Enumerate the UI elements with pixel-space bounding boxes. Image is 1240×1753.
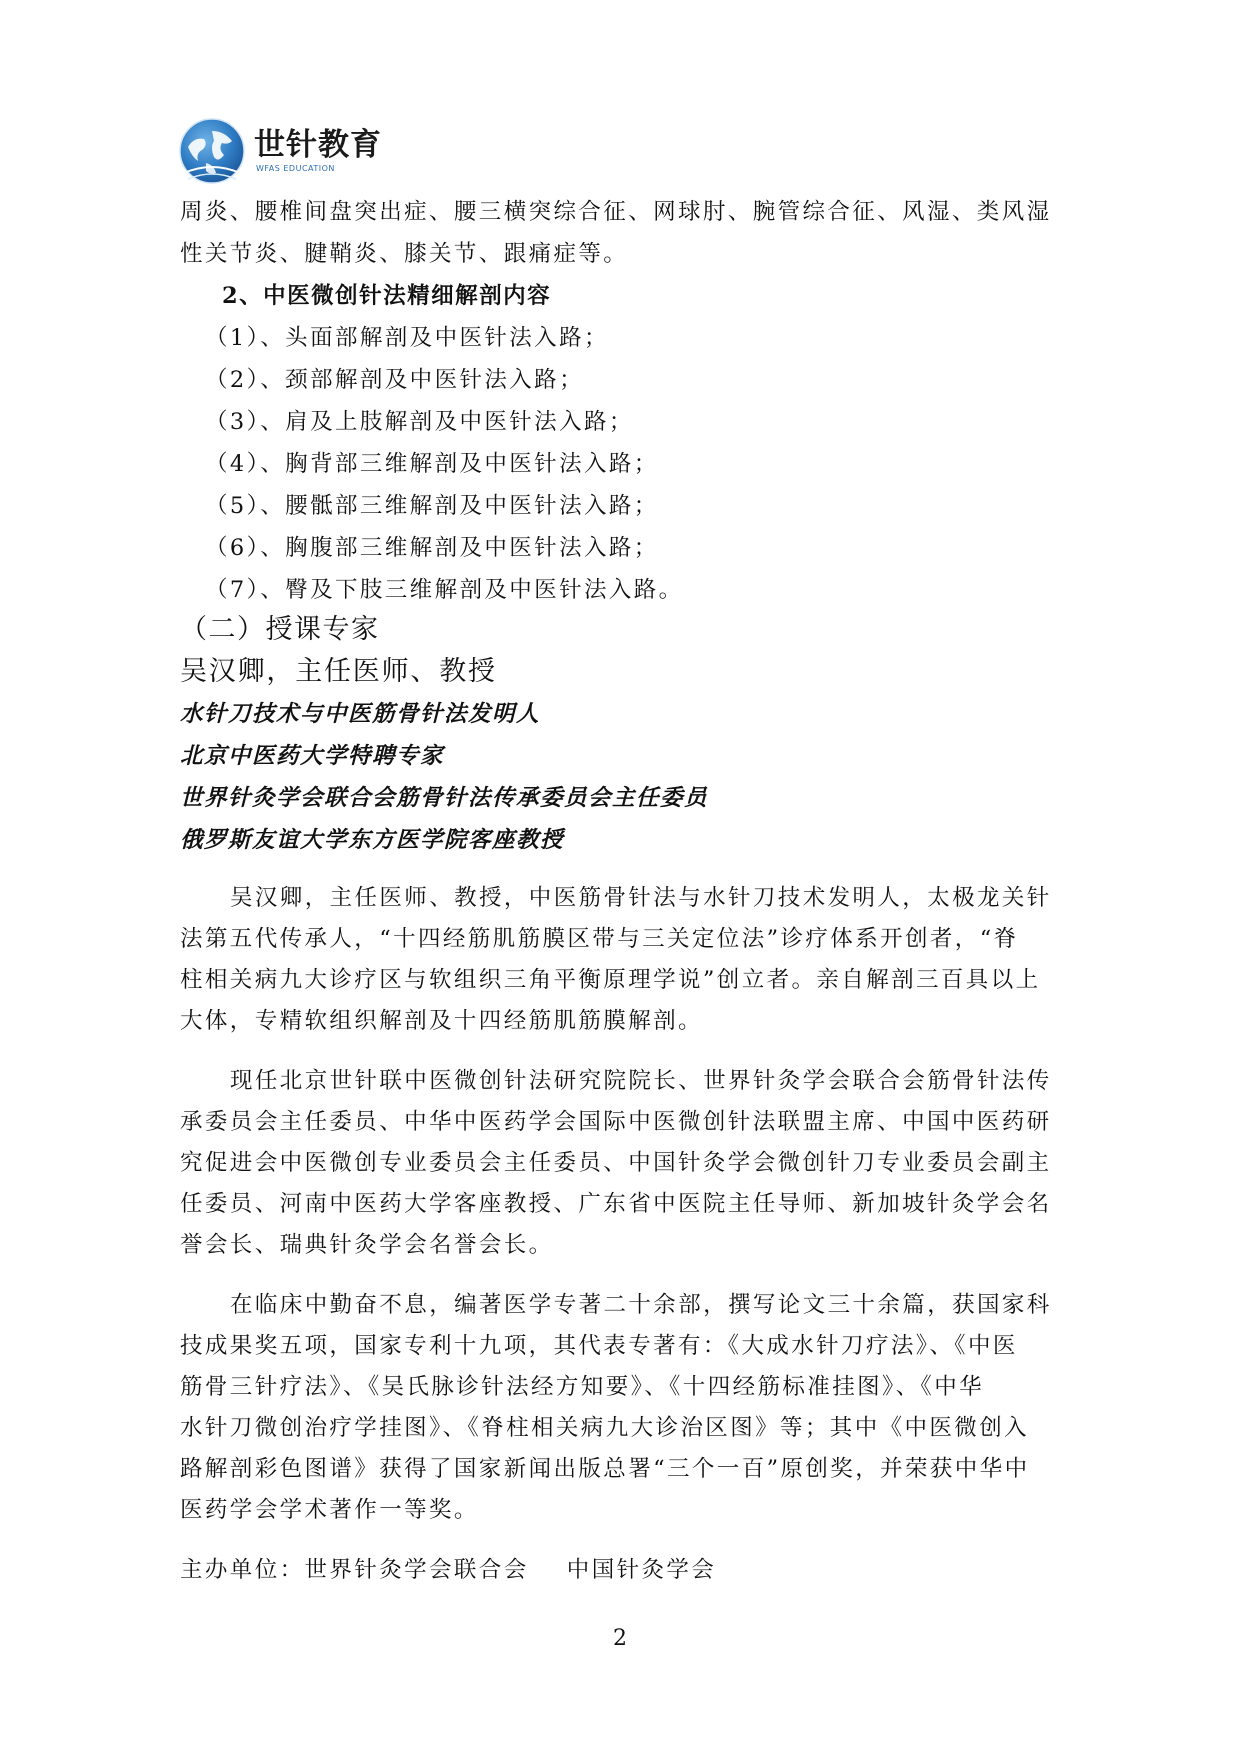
works-paragraph-line: 在临床中勤奋不息，编著医学专著二十余部，撰写论文三十余篇，获国家科: [230, 1292, 1052, 1318]
expert-title: 水针刀技术与中医筋骨针法发明人: [180, 701, 541, 727]
organizers-line: 主办单位：世界针灸学会联合会 中国针灸学会: [180, 1557, 717, 1583]
list-item: （1）、头面部解剖及中医针法入路；: [205, 325, 609, 351]
expert-title: 北京中医药大学特聘专家: [180, 743, 445, 769]
bio-paragraph-line: 大体，专精软组织解剖及十四经筋肌筋膜解剖。: [180, 1008, 703, 1034]
list-item: （4）、胸背部三维解剖及中医针法入路；: [205, 451, 659, 477]
page-number: 2: [613, 1626, 627, 1651]
positions-paragraph-line: 承委员会主任委员、中华中医药学会国际中医微创针法联盟主席、中国中医药研: [180, 1109, 1052, 1135]
works-paragraph-line: 水针刀微创治疗学挂图》、《脊柱相关病九大诊治区图》等；其中《中医微创入: [180, 1415, 1030, 1441]
list-item: （2）、颈部解剖及中医针法入路；: [205, 367, 584, 393]
expert-title: 俄罗斯友谊大学东方医学院客座教授: [180, 827, 565, 853]
works-paragraph-line: 技成果奖五项，国家专利十九项，其代表专著有：《大成水针刀疗法》、《中医: [180, 1333, 1018, 1359]
bio-paragraph-line: 法第五代传承人，“十四经筋肌筋膜区带与三关定位法”诊疗体系开创者，“脊: [180, 926, 1019, 952]
list-item: （7）、臀及下肢三维解剖及中医针法入路。: [205, 577, 684, 603]
list-item: （3）、肩及上肢解剖及中医针法入路；: [205, 409, 634, 435]
bio-paragraph-line: 吴汉卿，主任医师、教授，中医筋骨针法与水针刀技术发明人，太极龙关针: [230, 885, 1052, 911]
paragraph-line: 周炎、腰椎间盘突出症、腰三横突综合征、网球肘、腕管综合征、风湿、类风湿: [180, 199, 1052, 225]
works-paragraph-line: 筋骨三针疗法》、《吴氏脉诊针法经方知要》、《十四经筋标准挂图》、《中华: [180, 1374, 985, 1400]
expert-name: 吴汉卿，主任医师、教授: [180, 656, 497, 687]
globe-emblem-icon: [178, 117, 246, 185]
logo-english-name: WFAS EDUCATION: [256, 164, 335, 173]
positions-paragraph-line: 誉会长、瑞典针灸学会名誉会长。: [180, 1232, 554, 1258]
works-paragraph-line: 医药学会学术著作一等奖。: [180, 1497, 479, 1523]
bio-paragraph-line: 柱相关病九大诊疗区与软组织三角平衡原理学说”创立者。亲自解剖三百具以上: [180, 967, 1041, 993]
logo-chinese-name: 世针教育: [254, 127, 382, 163]
section-heading-experts: （二）授课专家: [180, 614, 380, 645]
list-item: （6）、胸腹部三维解剖及中医针法入路；: [205, 535, 659, 561]
works-paragraph-line: 路解剖彩色图谱》获得了国家新闻出版总署“三个一百”原创奖，并荣获中华中: [180, 1456, 1030, 1482]
sub-heading-anatomy: 2、中医微创针法精细解剖内容: [222, 283, 552, 309]
wfas-education-logo: [178, 117, 382, 185]
expert-title: 世界针灸学会联合会筋骨针法传承委员会主任委员: [180, 785, 709, 811]
paragraph-line: 性关节炎、腱鞘炎、膝关节、跟痛症等。: [180, 241, 629, 267]
list-item: （5）、腰骶部三维解剖及中医针法入路；: [205, 493, 659, 519]
positions-paragraph-line: 任委员、河南中医药大学客座教授、广东省中医院主任导师、新加坡针灸学会名: [180, 1191, 1052, 1217]
positions-paragraph-line: 现任北京世针联中医微创针法研究院院长、世界针灸学会联合会筋骨针法传: [230, 1068, 1052, 1094]
positions-paragraph-line: 究促进会中医微创专业委员会主任委员、中国针灸学会微创针刀专业委员会副主: [180, 1150, 1052, 1176]
